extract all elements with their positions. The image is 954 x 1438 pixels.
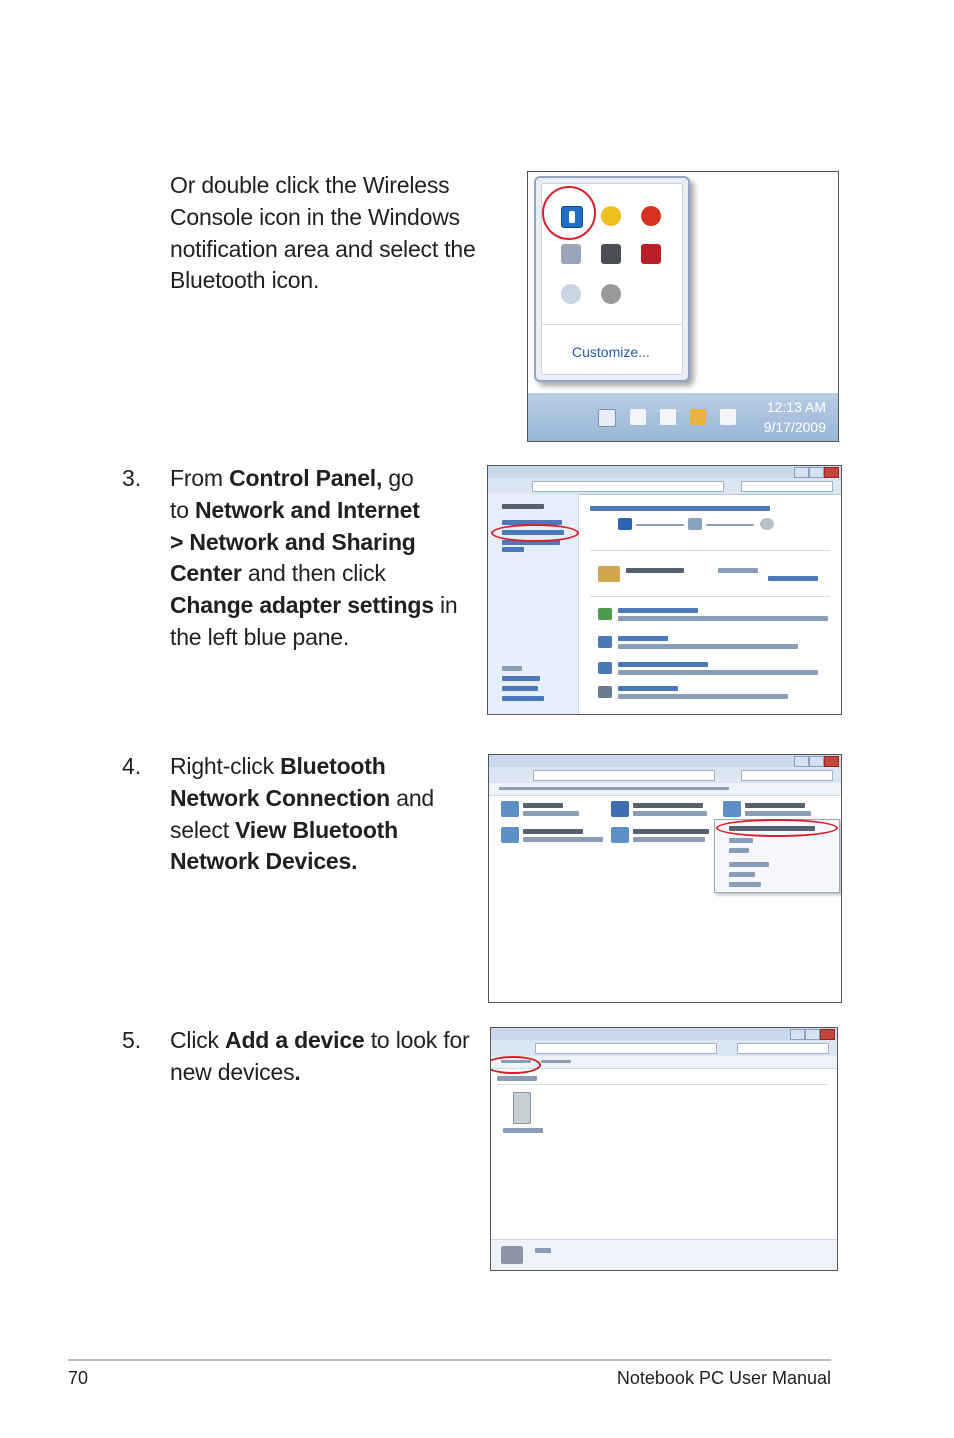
control-panel-term: Control Panel, [229, 465, 383, 491]
action-center-flag-icon[interactable] [630, 409, 646, 425]
notification-area-screenshot [527, 171, 839, 442]
chevron-up-icon[interactable] [598, 409, 616, 427]
highlight-ring [542, 186, 596, 240]
speaker-icon [561, 244, 581, 264]
page-number: 70 [68, 1368, 89, 1388]
step3-paragraph: From Control Panel, go to Network and Internet > Network and Sharing Center and then click Change adapter settings in the left blue pane. [170, 465, 458, 650]
connection-arrow-icon [601, 206, 621, 226]
clock[interactable] [764, 397, 826, 437]
intro-line: Console icon in the Windows [170, 203, 460, 230]
clock-date: 9/17/2009 [763, 419, 826, 435]
speaker-icon[interactable] [720, 409, 736, 425]
highlight-ring [716, 819, 838, 837]
network-sharing-term: > Network and Sharing [170, 528, 416, 555]
step4-paragraph: Right-click Bluetooth Network Connection and select View Bluetooth Network Devices. [170, 753, 434, 875]
step5-paragraph: Click Add a device to look for new devices. [170, 1027, 470, 1085]
intro-paragraph [170, 170, 476, 297]
highlight-ring [491, 524, 579, 542]
intro-line: Or double click the Wireless [170, 172, 450, 198]
step-number: 4. [122, 753, 142, 779]
network-icon[interactable] [690, 409, 706, 425]
network-internet-term: Network and Internet [194, 496, 420, 523]
device-icon[interactable] [660, 409, 676, 425]
warning-icon [641, 206, 661, 226]
bluetooth-devices-screenshot [490, 1027, 838, 1271]
taskbar [528, 393, 838, 441]
add-device-term: Add a device [225, 1027, 365, 1053]
step-number: 3. [122, 465, 142, 491]
lock-icon [601, 284, 621, 304]
power-icon [561, 284, 581, 304]
step-number: 5. [122, 1027, 142, 1053]
customize-link[interactable]: Customize... [572, 344, 650, 360]
center-term: Center [170, 560, 242, 587]
footer-rule [68, 1359, 831, 1361]
view-bluetooth-term: View Bluetooth [235, 816, 398, 843]
display-icon [601, 244, 621, 264]
highlight-ring [490, 1056, 541, 1074]
network-devices-term: Network Devices. [170, 848, 358, 875]
change-adapter-term: Change adapter settings [170, 592, 434, 619]
intro-line: Bluetooth icon. [170, 267, 320, 294]
bluetooth-term: Bluetooth [280, 753, 386, 779]
clock-time: 12:13 AM [766, 399, 826, 415]
network-sharing-center-screenshot [487, 465, 842, 715]
manual-title: Notebook PC User Manual [616, 1368, 831, 1388]
phone-device-icon[interactable] [513, 1092, 531, 1124]
video-icon [641, 244, 661, 264]
network-connection-term: Network Connection [170, 784, 391, 811]
network-connections-screenshot [488, 754, 842, 1003]
intro-line: notification area and select the [170, 235, 476, 262]
